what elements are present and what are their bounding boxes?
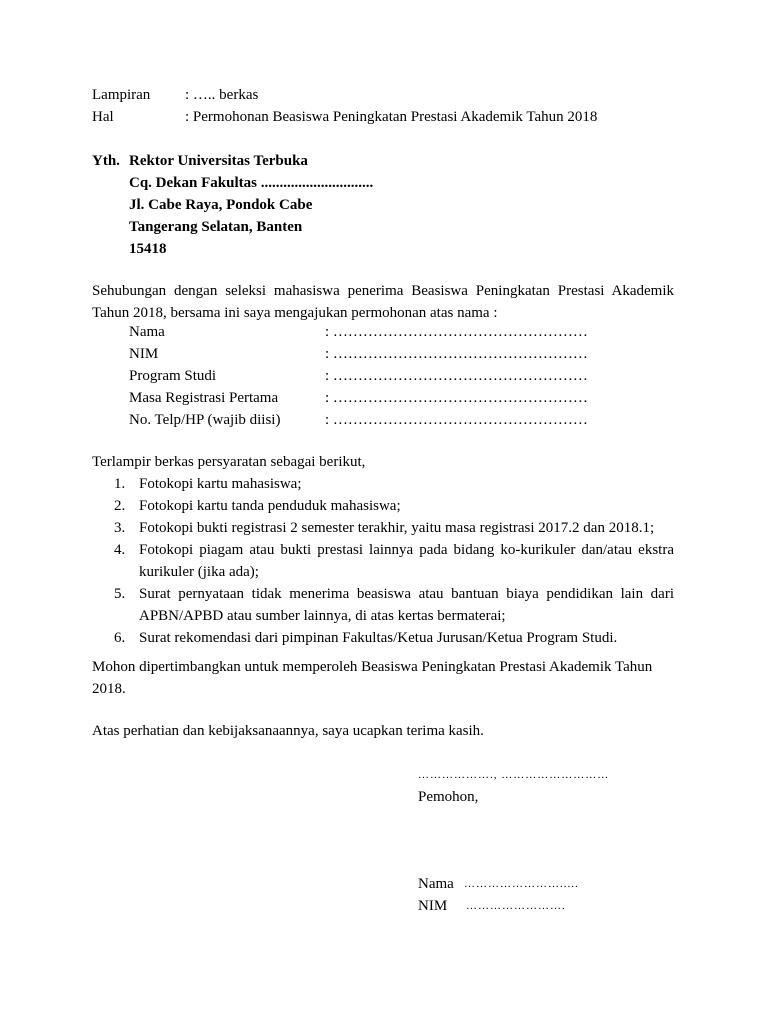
lampiran-value: : ….. berkas xyxy=(185,87,259,103)
field-value-nama: : …………………………………………… xyxy=(325,324,588,340)
field-label-telp: No. Telp/HP (wajib diisi) xyxy=(129,412,281,428)
closing-paragraph: Atas perhatian dan kebijaksanaannya, saya ucapkan terima kasih. xyxy=(92,723,484,739)
signature-nama-value: ……………………..... xyxy=(464,878,579,890)
field-value-program-studi: : …………………………………………… xyxy=(325,368,588,384)
address-line-1: Rektor Universitas Terbuka xyxy=(129,153,308,169)
field-label-nama: Nama xyxy=(129,324,165,340)
list-item-number: 3. xyxy=(114,520,126,536)
intro-paragraph: Sehubungan dengan seleksi mahasiswa penerima Beasiswa Peningkatan Prestasi Akademik Tahun 2018, bersama ini saya mengajukan permohonan atas nama : xyxy=(92,283,674,321)
field-label-nim: NIM xyxy=(129,346,159,362)
list-item-text: Surat rekomendasi dari pimpinan Fakultas/Ketua Jurusan/Ketua Program Studi. xyxy=(139,630,618,646)
list-item xyxy=(92,627,674,649)
list-item xyxy=(92,583,674,627)
signature-nim-label: NIM xyxy=(418,898,448,914)
list-item xyxy=(92,539,674,583)
list-item xyxy=(92,495,674,517)
field-value-nim: : …………………………………………… xyxy=(325,346,588,362)
list-item-number: 5. xyxy=(114,586,126,602)
request-paragraph: Mohon dipertimbangkan untuk memperoleh Beasiswa Peningkatan Prestasi Akademik Tahun 2018. xyxy=(92,659,653,697)
address-yth: Yth. xyxy=(92,153,120,169)
requirements-list xyxy=(92,473,674,649)
signature-place-date: ………………., ……………………… xyxy=(418,769,610,781)
list-item-number: 2. xyxy=(114,498,126,514)
signature-pemohon: Pemohon, xyxy=(418,789,479,805)
list-item-number: 1. xyxy=(114,476,126,492)
address-line-4: Tangerang Selatan, Banten xyxy=(129,219,303,235)
list-item-number: 6. xyxy=(114,630,126,646)
list-item xyxy=(92,517,674,539)
field-label-program-studi: Program Studi xyxy=(129,368,217,384)
field-label-masa-registrasi: Masa Registrasi Pertama xyxy=(129,390,279,406)
list-item-number: 4. xyxy=(114,542,126,558)
hal-label: Hal xyxy=(92,109,114,125)
requirements-intro: Terlampir berkas persyaratan sebagai berikut, xyxy=(92,454,366,470)
hal-value: : Permohonan Beasiswa Peningkatan Prestasi Akademik Tahun 2018 xyxy=(185,109,598,125)
list-item-text: Fotokopi piagam atau bukti prestasi lainnya pada bidang ko-kurikuler dan/atau ekstra kurikuler (jika ada); xyxy=(139,542,674,580)
signature-nama-label: Nama xyxy=(418,876,454,892)
lampiran-label: Lampiran xyxy=(92,87,151,103)
address-line-2: Cq. Dekan Fakultas .............................. xyxy=(129,175,374,191)
signature-nim-value: ……………………. xyxy=(466,900,566,912)
address-line-5: 15418 xyxy=(129,241,167,257)
list-item-text: Fotokopi kartu mahasiswa; xyxy=(139,476,302,492)
list-item xyxy=(92,473,674,495)
field-value-masa-registrasi: : …………………………………………… xyxy=(325,390,588,406)
list-item-text: Fotokopi kartu tanda penduduk mahasiswa; xyxy=(139,498,401,514)
address-line-3: Jl. Cabe Raya, Pondok Cabe xyxy=(129,197,313,213)
list-item-text: Surat pernyataan tidak menerima beasiswa atau bantuan biaya pendidikan lain dari APBN/APBD atau sumber lainnya, di atas kertas bermaterai; xyxy=(139,586,674,624)
list-item-text: Fotokopi bukti registrasi 2 semester terakhir, yaitu masa registrasi 2017.2 dan 2018.1; xyxy=(139,520,655,536)
field-value-telp: : …………………………………………… xyxy=(325,412,588,428)
